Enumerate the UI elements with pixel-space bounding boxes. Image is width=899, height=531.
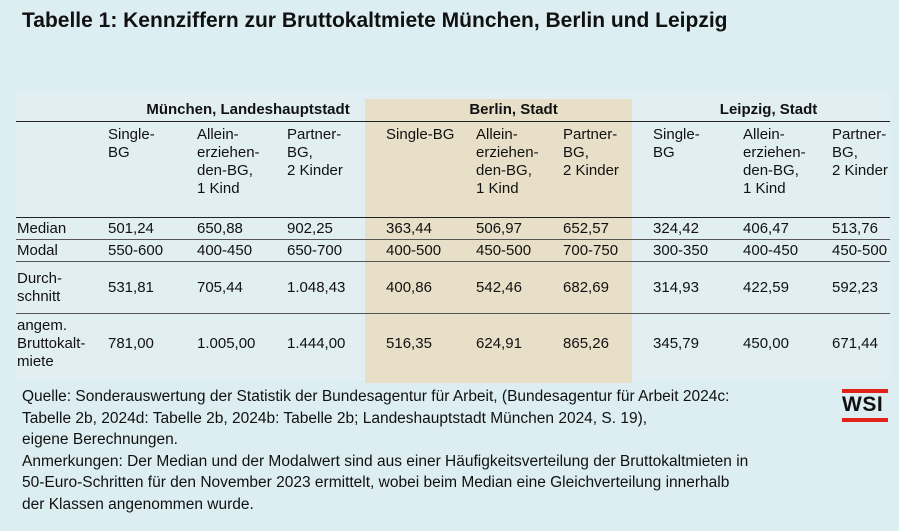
table-cell: 650-700 <box>281 240 380 262</box>
logo-text: WSI <box>842 393 884 416</box>
table-row <box>16 240 890 262</box>
column-header: Allein- erziehen- den-BG, 1 Kind <box>737 122 826 218</box>
table-cell: 531,81 <box>102 262 191 314</box>
table-cell: 700-750 <box>557 240 647 262</box>
column-header: Single-BG <box>380 122 470 218</box>
table-row <box>16 218 890 240</box>
table-cell: 1.444,00 <box>287 335 346 352</box>
rent-table <box>16 99 890 374</box>
row-label: Median <box>16 218 102 240</box>
column-header: Partner- BG, 2 Kinder <box>281 122 380 218</box>
table-cell: 363,44 <box>380 218 470 240</box>
wsi-logo <box>842 389 890 422</box>
row-label: angem. Bruttokalt- miete <box>17 317 86 370</box>
source-line: Anmerkungen: Der Median und der Modalwert sind aus einer Häufigkeitsverteilung der Bruttokaltmieten in <box>22 452 749 470</box>
table-cell: 671,44 <box>832 335 878 352</box>
row-label: Modal <box>16 240 102 262</box>
source-line: eigene Berechnungen. <box>22 431 178 448</box>
table-row <box>16 262 890 314</box>
row-label: Durch- schnitt <box>16 262 102 314</box>
column-header: Allein- erziehen- den-BG, 1 Kind <box>470 122 557 218</box>
table-cell: 422,59 <box>737 262 826 314</box>
table-cell: 345,79 <box>653 335 699 352</box>
table-cell: 506,97 <box>470 218 557 240</box>
group-muenchen: München, Landeshauptstadt <box>146 101 350 118</box>
column-header: Single- BG <box>647 122 737 218</box>
source-notes <box>22 386 822 515</box>
group-leipzig: Leipzig, Stadt <box>719 101 818 118</box>
table-cell: 592,23 <box>826 262 890 314</box>
table-cell: 501,24 <box>102 218 191 240</box>
table-cell: 400-500 <box>380 240 470 262</box>
source-line: Quelle: Sonderauswertung der Statistik der Bundesagentur für Arbeit, (Bundesagentur für Arbeit 2024c: <box>22 388 730 405</box>
table-cell: 400-450 <box>191 240 281 262</box>
source-line: Tabelle 2b, 2024d: Tabelle 2b, 2024b: Tabelle 2b; Landeshauptstadt München 2024, S. 19), <box>22 409 648 427</box>
table-cell: 865,26 <box>563 335 609 352</box>
table-cell: 650,88 <box>191 218 281 240</box>
table-cell: 516,35 <box>386 335 432 352</box>
page-title: Tabelle 1: Kennziffern zur Bruttokaltmiete München, Berlin und Leipzig <box>22 9 728 32</box>
table-cell: 400-450 <box>737 240 826 262</box>
table-row <box>16 314 890 375</box>
table-cell: 314,93 <box>647 262 737 314</box>
table-cell: 1.048,43 <box>281 262 380 314</box>
table-cell: 624,91 <box>476 335 522 352</box>
table-cell: 781,00 <box>108 335 154 352</box>
logo-bar-bottom <box>842 418 888 422</box>
corner-cell <box>16 99 102 122</box>
table-cell: 450-500 <box>470 240 557 262</box>
table-cell: 400,86 <box>380 262 470 314</box>
source-line: der Klassen angenommen wurde. <box>22 495 254 513</box>
table-cell: 682,69 <box>557 262 647 314</box>
table-cell: 550-600 <box>102 240 191 262</box>
table-cell: 902,25 <box>281 218 380 240</box>
column-header: Single- BG <box>102 122 191 218</box>
column-header: Partner- BG, 2 Kinder <box>826 122 890 218</box>
table-cell: 1.005,00 <box>197 335 256 352</box>
source-line: 50-Euro-Schritten für den November 2023 ermittelt, wobei beim Median eine Gleichverteilung innerhalb <box>22 474 730 491</box>
table-cell: 513,76 <box>826 218 890 240</box>
table-cell: 542,46 <box>470 262 557 314</box>
row-label-header <box>16 122 102 218</box>
column-header: Partner- BG, 2 Kinder <box>557 122 647 218</box>
column-header: Allein- erziehen- den-BG, 1 Kind <box>191 122 281 218</box>
table-cell: 450-500 <box>826 240 890 262</box>
table-cell: 705,44 <box>191 262 281 314</box>
table-cell: 406,47 <box>737 218 826 240</box>
group-berlin: Berlin, Stadt <box>469 101 558 118</box>
table-cell: 450,00 <box>743 335 789 352</box>
table-cell: 324,42 <box>647 218 737 240</box>
table-cell: 652,57 <box>557 218 647 240</box>
table-cell: 300-350 <box>647 240 737 262</box>
